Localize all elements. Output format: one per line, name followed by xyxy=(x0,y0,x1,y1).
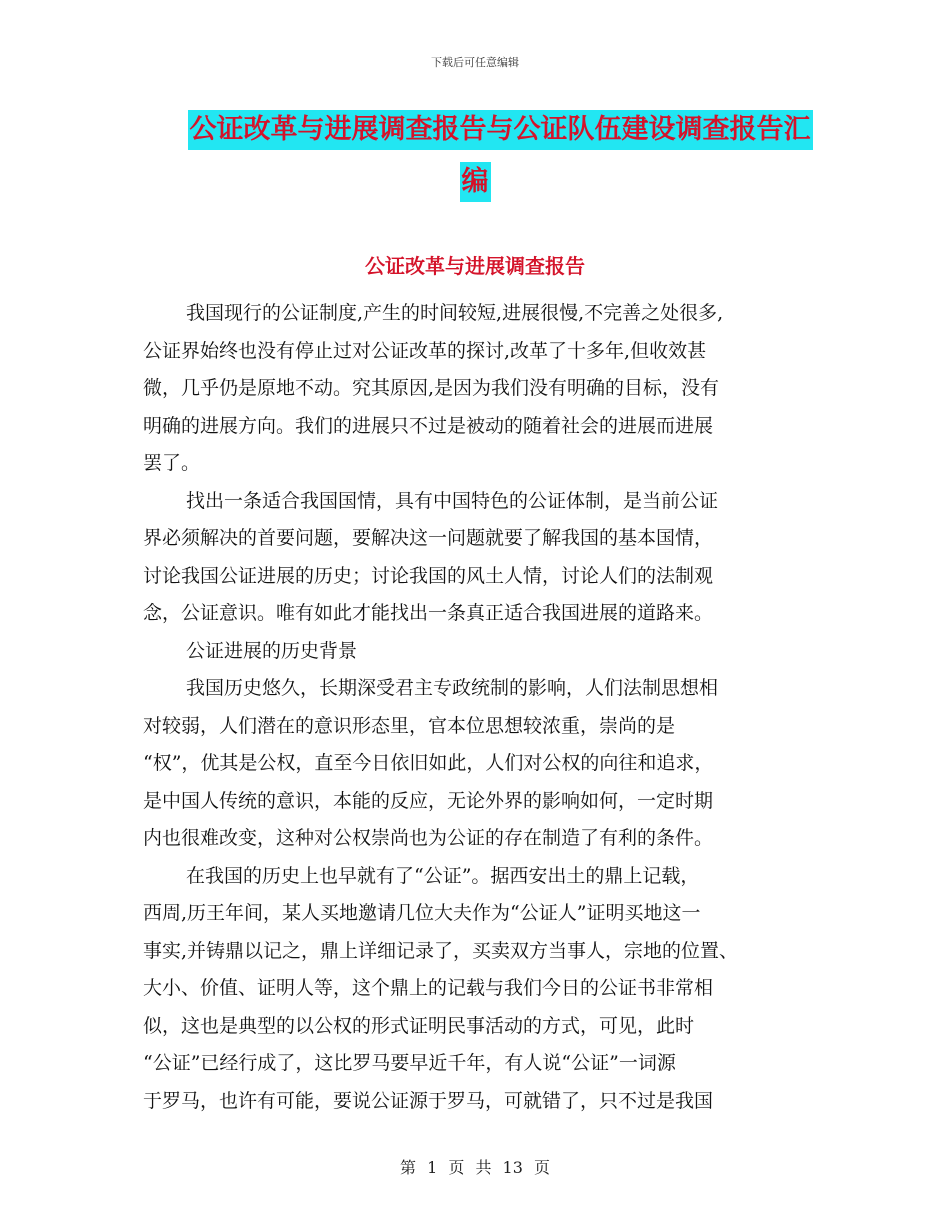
text-line: 是中国人传统的意识，本能的反应，无论外界的影响如何，一定时期 xyxy=(143,789,714,812)
paragraph xyxy=(143,483,823,633)
text-line: 我国现行的公证制度,产生的时间较短,进展很慢,不完善之处很多, xyxy=(186,302,724,324)
section-heading: 公证改革与进展调查报告 xyxy=(365,254,585,278)
title-line-2: 编 xyxy=(460,162,491,202)
paragraph xyxy=(143,295,823,483)
text-line: 事实,并铸鼎以记之，鼎上详细记录了，买卖双方当事人，宗地的位置、 xyxy=(143,939,739,962)
text-line: 明确的进展方向。我们的进展只不过是被动的随着社会的进展而进展 xyxy=(143,414,714,437)
document-title xyxy=(0,110,950,202)
page-footer: 第 1 页 共 13 页 xyxy=(400,1158,550,1177)
subheading-paragraph xyxy=(143,633,823,671)
text-line: 公证界始终也没有停止过对公证改革的探讨,改革了十多年,但收效甚 xyxy=(143,339,707,362)
text-line: 念，公证意识。唯有如此才能找出一条真正适合我国进展的道路来。 xyxy=(143,602,714,624)
text-line: 大小、价值、证明人等，这个鼎上的记载与我们今日的公证书非常相 xyxy=(143,977,714,999)
title-line-1: 公证改革与进展调查报告与公证队伍建设调查报告汇 xyxy=(188,110,813,150)
text-line: “权”，优其是公权，直至今日依旧如此，人们对公权的向往和追求， xyxy=(143,752,714,774)
text-line: 讨论我国公证进展的历史；讨论我国的风土人情，讨论人们的法制观 xyxy=(143,564,714,587)
text-line: “公证”已经行成了，这比罗马要早近千年，有人说“公证”一词源 xyxy=(143,1052,676,1074)
text-line: 在我国的历史上也早就有了“公证”。据西安出土的鼎上记载， xyxy=(186,864,700,887)
text-line: 似，这也是典型的以公权的形式证明民事活动的方式，可见，此时 xyxy=(143,1014,695,1037)
paragraph xyxy=(143,670,823,858)
text-line: 罢了。 xyxy=(143,452,201,474)
text-line: 找出一条适合我国国情，具有中国特色的公证体制，是当前公证 xyxy=(186,489,719,512)
text-line: 我国历史悠久，长期深受君主专政统制的影响，人们法制思想相 xyxy=(186,677,719,699)
text-line: 内也很难改变，这种对公权崇尚也为公证的存在制造了有利的条件。 xyxy=(143,827,714,849)
text-line: 微，几乎仍是原地不动。究其原因,是因为我们没有明确的目标，没有 xyxy=(143,377,720,399)
text-line: 对较弱，人们潜在的意识形态里，官本位思想较浓重，崇尚的是 xyxy=(143,714,676,737)
text-line: 界必须解决的首要问题，要解决这一问题就要了解我国的基本国情， xyxy=(143,527,714,549)
document-body xyxy=(143,295,823,1120)
text-line: 西周,历王年间，某人买地邀请几位大夫作为“公证人”证明买地这一 xyxy=(143,902,701,924)
text-line: 公证进展的历史背景 xyxy=(186,639,358,662)
paragraph xyxy=(143,858,823,1121)
header-note: 下载后可任意编辑 xyxy=(431,56,519,69)
text-line: 于罗马，也许有可能，要说公证源于罗马，可就错了，只不过是我国 xyxy=(143,1089,714,1112)
